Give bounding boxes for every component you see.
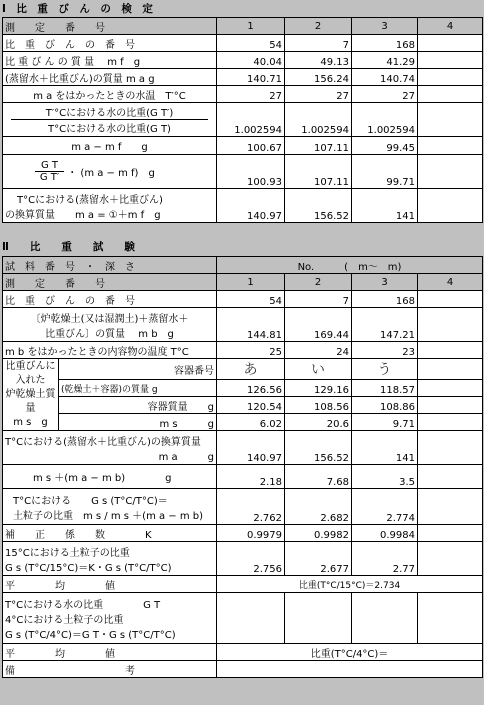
cell[interactable]: [418, 380, 483, 397]
table-row: [3, 274, 483, 291]
container-no-3[interactable]: う: [352, 359, 418, 380]
cell[interactable]: 100.67: [217, 137, 285, 155]
sample-label: 試 料 番 号 ・ 深 さ: [3, 257, 217, 274]
row-label-line-2: 比重びん〕の質量 m b g: [45, 328, 174, 340]
cell[interactable]: 140.74: [352, 69, 418, 86]
cell[interactable]: 20.6: [285, 414, 352, 431]
header-col-4: 4: [418, 274, 483, 291]
cell[interactable]: [418, 291, 483, 308]
header-label: 測 定 番 号: [3, 18, 217, 35]
cell[interactable]: 156.52: [285, 189, 352, 223]
cell[interactable]: 141: [352, 189, 418, 223]
table-row: [3, 576, 483, 593]
cell[interactable]: 27: [285, 86, 352, 103]
tare-mass-label: 容器質量 g: [59, 397, 217, 414]
table-row: [3, 291, 483, 308]
row-label: (蒸留水＋比重びん)の質量 m a g: [3, 69, 217, 86]
row-label: [3, 489, 217, 525]
cell[interactable]: [418, 542, 483, 576]
fraction-denominator: G T′: [39, 172, 60, 183]
formula-tail: ・ (m a − m f) g: [67, 168, 155, 179]
cell[interactable]: 108.56: [285, 397, 352, 414]
table-row: [3, 86, 483, 103]
row-label: m b をはかったときの内容物の温度 T°C: [3, 342, 217, 359]
cell[interactable]: 7: [285, 291, 352, 308]
group-label-line-2: 炉乾燥土質量: [5, 388, 56, 414]
cell[interactable]: 6.02: [217, 414, 285, 431]
bottle-calibration-table: [2, 17, 483, 223]
table-row: [3, 489, 483, 525]
cell[interactable]: 129.16: [285, 380, 352, 397]
cell[interactable]: 2.77: [352, 542, 418, 576]
table-row: [3, 35, 483, 52]
fraction-denominator: T°Cにおける水の比重(G T): [48, 124, 171, 135]
average-value[interactable]: 比重(T°C/4°C)＝: [217, 644, 483, 661]
cell[interactable]: [418, 35, 483, 52]
table-row: [3, 155, 483, 189]
cell[interactable]: [418, 414, 483, 431]
remarks-value[interactable]: [217, 661, 483, 678]
cell[interactable]: [418, 52, 483, 69]
average-value[interactable]: 比重(T°C/15°C)＝2.734: [217, 576, 483, 593]
cell[interactable]: 107.11: [285, 137, 352, 155]
table-row: [3, 69, 483, 86]
table-row: [3, 542, 483, 576]
cell[interactable]: 23: [352, 342, 418, 359]
row-label: [3, 189, 217, 223]
header-col-4: 4: [418, 18, 483, 35]
row-label: 比 重 び ん の 質 量 m f g: [3, 52, 217, 69]
row-label: m a − m f g: [3, 137, 217, 155]
row-label-line-3: G s (T°C/4°C)＝G T・G s (T°C/T°C): [5, 629, 176, 641]
header-col-1: 1: [217, 18, 285, 35]
row-label-line-2: 土粒子の比重 m s / m s ＋(m a − m b): [13, 510, 204, 522]
header-col-3: 3: [352, 274, 418, 291]
cell[interactable]: 7: [285, 35, 352, 52]
cell[interactable]: 40.04: [217, 52, 285, 69]
table-row: [3, 661, 483, 678]
table-row: [3, 189, 483, 223]
cell[interactable]: 156.52: [285, 431, 352, 465]
row-label: [3, 542, 217, 576]
row-label: [3, 308, 217, 342]
cell[interactable]: 3.5: [352, 465, 418, 489]
cell[interactable]: 144.81: [217, 308, 285, 342]
cell[interactable]: 99.45: [352, 137, 418, 155]
cell[interactable]: 108.86: [352, 397, 418, 414]
cell[interactable]: 2.677: [285, 542, 352, 576]
cell[interactable]: [418, 525, 483, 542]
row-label-line-1: T°Cにおける G s (T°C/T°C)＝: [13, 495, 168, 507]
table-row: [3, 593, 483, 644]
remarks-label: 備 考: [3, 661, 217, 678]
cell[interactable]: 25: [217, 342, 285, 359]
cell[interactable]: 2.774: [352, 489, 418, 525]
row-label-line-2: G s (T°C/15°C)＝K・G s (T°C/T°C): [5, 562, 172, 574]
table-row: [3, 308, 483, 342]
table-row: [3, 103, 483, 137]
cell[interactable]: 126.56: [217, 380, 285, 397]
table-row: [3, 644, 483, 661]
average-label: 平 均 値: [3, 644, 217, 661]
table-row: [3, 380, 483, 397]
table-row: [3, 431, 483, 465]
cell[interactable]: 107.11: [285, 155, 352, 189]
cell[interactable]: [418, 189, 483, 223]
table-row: [3, 257, 483, 274]
table-row: [3, 525, 483, 542]
section1-title: Ⅰ 比 重 び ん の 検 定: [2, 3, 153, 15]
table-row: [3, 397, 483, 414]
fraction-numerator: G T: [35, 160, 64, 172]
average-label: 平 均 値: [3, 576, 217, 593]
container-group-label: [3, 359, 59, 431]
cell[interactable]: 140.97: [217, 189, 285, 223]
row-label: [3, 103, 217, 137]
container-no-2[interactable]: い: [285, 359, 352, 380]
cell[interactable]: [418, 397, 483, 414]
cell[interactable]: [418, 69, 483, 86]
row-label: 比 重 び ん の 番 号: [3, 291, 217, 308]
row-label-line-1: 〔炉乾燥土(又は湿潤土)＋蒸留水＋: [30, 313, 189, 325]
row-label: [3, 431, 217, 465]
cell[interactable]: [217, 593, 285, 644]
cell[interactable]: [418, 593, 483, 644]
cell[interactable]: 49.13: [285, 52, 352, 69]
cell[interactable]: 168: [352, 291, 418, 308]
row-label: m s ＋(m a − m b) g: [3, 465, 217, 489]
sample-value[interactable]: No. ( m〜 m): [217, 257, 483, 274]
table-row: [3, 342, 483, 359]
cell[interactable]: 100.93: [217, 155, 285, 189]
row-label: [3, 593, 217, 644]
row-label-line-2: 4°Cにおける土粒子の比重: [5, 614, 124, 626]
specific-gravity-table: [2, 256, 483, 678]
row-label-line-1: T°Cにおける水の比重 G T: [5, 599, 161, 611]
cell[interactable]: 156.24: [285, 69, 352, 86]
row-label-line-2: m a g: [158, 451, 214, 463]
cell[interactable]: 140.97: [217, 431, 285, 465]
cell[interactable]: 24: [285, 342, 352, 359]
cell[interactable]: 54: [217, 35, 285, 52]
cell[interactable]: 27: [217, 86, 285, 103]
cell[interactable]: 168: [352, 35, 418, 52]
cell[interactable]: 99.71: [352, 155, 418, 189]
header-col-2: 2: [285, 274, 352, 291]
cell[interactable]: [352, 593, 418, 644]
cell[interactable]: [285, 593, 352, 644]
row-label: 補 正 係 数 K: [3, 525, 217, 542]
gross-mass-label: (乾燥土＋容器)の質量 g: [59, 380, 217, 397]
header-label: 測 定 番 号: [3, 274, 217, 291]
table-row: [3, 465, 483, 489]
cell[interactable]: 27: [352, 86, 418, 103]
section2-title: Ⅱ 比 重 試 験: [2, 241, 135, 253]
cell[interactable]: 1.002594: [285, 103, 352, 137]
cell[interactable]: 0.9982: [285, 525, 352, 542]
ms-label: m s g: [59, 414, 217, 431]
fraction-numerator: T′°Cにおける水の比重(G T′): [11, 104, 208, 120]
cell[interactable]: [418, 431, 483, 465]
cell[interactable]: [418, 86, 483, 103]
cell[interactable]: 2.756: [217, 542, 285, 576]
cell[interactable]: [418, 465, 483, 489]
cell[interactable]: 0.9979: [217, 525, 285, 542]
cell[interactable]: 54: [217, 291, 285, 308]
row-label: 比 重 び ん の 番 号: [3, 35, 217, 52]
cell[interactable]: [418, 103, 483, 137]
container-no-label: 容器番号: [59, 359, 217, 380]
cell[interactable]: 147.21: [352, 308, 418, 342]
cell[interactable]: 9.71: [352, 414, 418, 431]
cell[interactable]: [418, 155, 483, 189]
table-row: [3, 359, 483, 380]
header-col-3: 3: [352, 18, 418, 35]
group-label-line-1: 比重びんに入れた: [5, 360, 56, 386]
cell[interactable]: [418, 137, 483, 155]
cell[interactable]: 120.54: [217, 397, 285, 414]
cell[interactable]: 2.18: [217, 465, 285, 489]
cell[interactable]: 140.71: [217, 69, 285, 86]
table-row: [3, 52, 483, 69]
row-label-line-2: の換算質量 m a = ①＋m f g: [5, 209, 161, 221]
cell[interactable]: 1.002594: [217, 103, 285, 137]
container-no-1[interactable]: あ: [217, 359, 285, 380]
table-row: [3, 414, 483, 431]
header-col-2: 2: [285, 18, 352, 35]
cell[interactable]: 7.68: [285, 465, 352, 489]
row-label: m a をはかったときの水温 T′°C: [3, 86, 217, 103]
cell[interactable]: 2.682: [285, 489, 352, 525]
container-no-4[interactable]: [418, 359, 483, 380]
group-label-line-3: m s g: [13, 416, 48, 428]
cell[interactable]: 118.57: [352, 380, 418, 397]
cell[interactable]: 1.002594: [352, 103, 418, 137]
cell[interactable]: 2.762: [217, 489, 285, 525]
cell[interactable]: 141: [352, 431, 418, 465]
cell[interactable]: 169.44: [285, 308, 352, 342]
cell[interactable]: 41.29: [352, 52, 418, 69]
row-label: [3, 155, 217, 189]
row-label-line-1: T°Cにおける(蒸留水＋比重びん)の換算質量: [5, 436, 201, 448]
cell[interactable]: [418, 308, 483, 342]
cell[interactable]: [418, 342, 483, 359]
header-col-1: 1: [217, 274, 285, 291]
table-row: [3, 18, 483, 35]
cell[interactable]: 0.9984: [352, 525, 418, 542]
row-label-line-1: 15°Cにおける土粒子の比重: [5, 547, 130, 559]
table-row: [3, 137, 483, 155]
cell[interactable]: [418, 489, 483, 525]
row-label-line-1: T°Cにおける(蒸留水＋比重びん): [17, 194, 163, 206]
